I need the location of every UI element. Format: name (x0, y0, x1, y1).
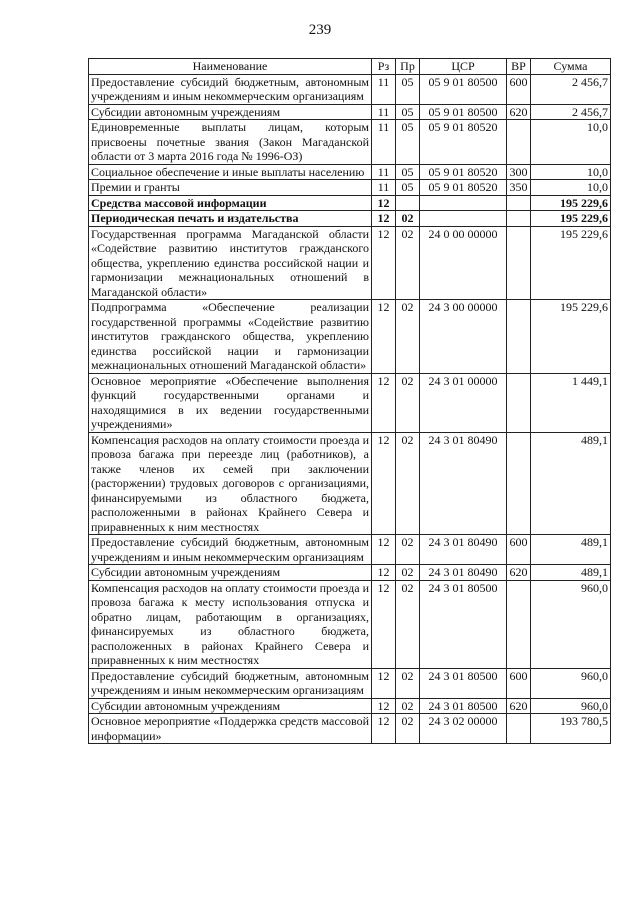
cell-name: Основное мероприятие «Обеспечение выполнения функций государственными органами и находящимися в их ведении государственными учреждениями» (89, 373, 372, 432)
cell-pr: 02 (396, 565, 420, 581)
cell-csr: 24 3 01 00000 (420, 373, 507, 432)
cell-csr: 24 3 01 80500 (420, 580, 507, 668)
cell-name: Государственная программа Магаданской области «Содействие развитию институтов гражданского общества, укреплению единства российской нации и гармонизации межнациональных отношений в Магаданской области» (89, 226, 372, 300)
cell-sum: 10,0 (531, 180, 611, 196)
cell-name: Субсидии автономным учреждениям (89, 565, 372, 581)
cell-sum: 2 456,7 (531, 74, 611, 104)
cell-pr: 05 (396, 74, 420, 104)
cell-csr: 24 3 01 80500 (420, 698, 507, 714)
cell-sum: 960,0 (531, 580, 611, 668)
cell-name: Основное мероприятие «Поддержка средств массовой информации» (89, 714, 372, 744)
cell-vr: 600 (507, 535, 531, 565)
cell-rz: 11 (372, 180, 396, 196)
cell-vr: 620 (507, 104, 531, 120)
cell-rz: 12 (372, 211, 396, 227)
table-row (89, 164, 611, 180)
cell-csr (420, 195, 507, 211)
table-row (89, 74, 611, 104)
cell-sum: 2 456,7 (531, 104, 611, 120)
table-row (89, 373, 611, 432)
cell-csr: 24 3 01 80490 (420, 565, 507, 581)
cell-name: Предоставление субсидий бюджетным, автономным учреждениям и иным некоммерческим организациям (89, 668, 372, 698)
header-csr: ЦСР (420, 59, 507, 75)
cell-rz: 12 (372, 714, 396, 744)
cell-rz: 12 (372, 432, 396, 535)
cell-pr: 02 (396, 432, 420, 535)
cell-vr: 600 (507, 668, 531, 698)
table-row (89, 211, 611, 227)
cell-csr: 24 3 01 80490 (420, 535, 507, 565)
cell-sum: 489,1 (531, 535, 611, 565)
cell-pr: 02 (396, 373, 420, 432)
cell-name: Компенсация расходов на оплату стоимости проезда и провоза багажа при переезде лиц (работников), а также членов их семей при заключении (расторжении) трудовых договоров с организациями, финансируемыми из областного бюджета, расположенными в районах Крайнего Севера и приравненных к ним местностях (89, 432, 372, 535)
header-pr: Пр (396, 59, 420, 75)
cell-csr: 05 9 01 80520 (420, 164, 507, 180)
table-row (89, 104, 611, 120)
table-row (89, 180, 611, 196)
table-row (89, 580, 611, 668)
header-rz: Рз (372, 59, 396, 75)
cell-sum: 489,1 (531, 432, 611, 535)
cell-name: Премии и гранты (89, 180, 372, 196)
cell-vr: 620 (507, 698, 531, 714)
page-number: 239 (308, 22, 332, 38)
cell-name: Предоставление субсидий бюджетным, автономным учреждениям и иным некоммерческим организациям (89, 74, 372, 104)
cell-csr: 24 3 01 80500 (420, 668, 507, 698)
cell-sum: 195 229,6 (531, 211, 611, 227)
cell-sum: 195 229,6 (531, 226, 611, 300)
cell-pr (396, 195, 420, 211)
cell-csr: 24 0 00 00000 (420, 226, 507, 300)
cell-sum: 960,0 (531, 698, 611, 714)
cell-csr: 05 9 01 80500 (420, 74, 507, 104)
cell-csr: 24 3 02 00000 (420, 714, 507, 744)
cell-vr: 620 (507, 565, 531, 581)
cell-sum: 195 229,6 (531, 195, 611, 211)
table-row (89, 300, 611, 374)
budget-table (88, 58, 611, 744)
cell-pr: 02 (396, 698, 420, 714)
cell-pr: 02 (396, 300, 420, 374)
cell-csr: 05 9 01 80520 (420, 120, 507, 165)
table-header-row (89, 59, 611, 75)
cell-rz: 12 (372, 195, 396, 211)
cell-vr (507, 195, 531, 211)
cell-rz: 12 (372, 535, 396, 565)
cell-vr (507, 120, 531, 165)
cell-name: Социальное обеспечение и иные выплаты населению (89, 164, 372, 180)
cell-rz: 12 (372, 668, 396, 698)
cell-csr: 05 9 01 80500 (420, 104, 507, 120)
table-row (89, 226, 611, 300)
cell-rz: 11 (372, 104, 396, 120)
cell-pr: 02 (396, 226, 420, 300)
cell-pr: 02 (396, 668, 420, 698)
cell-vr (507, 373, 531, 432)
cell-csr: 05 9 01 80520 (420, 180, 507, 196)
table-row (89, 120, 611, 165)
cell-rz: 12 (372, 373, 396, 432)
cell-sum: 10,0 (531, 164, 611, 180)
cell-name: Подпрограмма «Обеспечение реализации государственной программы «Содействие развитию институтов гражданского общества, укреплению единства российской нации и гармонизации межнациональных отношений Магаданской области» (89, 300, 372, 374)
cell-sum: 10,0 (531, 120, 611, 165)
cell-sum: 193 780,5 (531, 714, 611, 744)
cell-rz: 11 (372, 120, 396, 165)
table-row (89, 432, 611, 535)
cell-vr (507, 580, 531, 668)
cell-name: Периодическая печать и издательства (89, 211, 372, 227)
cell-pr: 05 (396, 164, 420, 180)
cell-rz: 12 (372, 580, 396, 668)
table-row (89, 565, 611, 581)
cell-name: Субсидии автономным учреждениям (89, 698, 372, 714)
table-row (89, 714, 611, 744)
cell-pr: 05 (396, 104, 420, 120)
table-row (89, 698, 611, 714)
header-sum: Сумма (531, 59, 611, 75)
cell-vr (507, 300, 531, 374)
cell-rz: 12 (372, 300, 396, 374)
cell-sum: 489,1 (531, 565, 611, 581)
cell-vr (507, 714, 531, 744)
cell-csr (420, 211, 507, 227)
header-vr: ВР (507, 59, 531, 75)
cell-rz: 12 (372, 698, 396, 714)
cell-name: Субсидии автономным учреждениям (89, 104, 372, 120)
cell-rz: 12 (372, 226, 396, 300)
cell-vr: 600 (507, 74, 531, 104)
table-row (89, 195, 611, 211)
cell-sum: 960,0 (531, 668, 611, 698)
cell-rz: 11 (372, 164, 396, 180)
cell-pr: 05 (396, 120, 420, 165)
cell-vr (507, 432, 531, 535)
cell-vr: 350 (507, 180, 531, 196)
cell-vr (507, 226, 531, 300)
table-row (89, 535, 611, 565)
cell-pr: 05 (396, 180, 420, 196)
cell-pr: 02 (396, 211, 420, 227)
cell-name: Средства массовой информации (89, 195, 372, 211)
table-row (89, 668, 611, 698)
cell-csr: 24 3 01 80490 (420, 432, 507, 535)
cell-csr: 24 3 00 00000 (420, 300, 507, 374)
header-name: Наименование (89, 59, 372, 75)
cell-pr: 02 (396, 580, 420, 668)
cell-name: Компенсация расходов на оплату стоимости проезда и провоза багажа к месту использования отпуска и обратно лицам, работающим в организациях, финансируемых из областного бюджета, расположенных в районах Крайнего Севера и приравненных к ним местностях (89, 580, 372, 668)
cell-vr: 300 (507, 164, 531, 180)
cell-rz: 11 (372, 74, 396, 104)
cell-rz: 12 (372, 565, 396, 581)
cell-pr: 02 (396, 714, 420, 744)
cell-sum: 195 229,6 (531, 300, 611, 374)
cell-sum: 1 449,1 (531, 373, 611, 432)
cell-name: Предоставление субсидий бюджетным, автономным учреждениям и иным некоммерческим организациям (89, 535, 372, 565)
cell-pr: 02 (396, 535, 420, 565)
cell-name: Единовременные выплаты лицам, которым присвоены почетные звания (Закон Магаданской области от 3 марта 2016 года № 1996-ОЗ) (89, 120, 372, 165)
cell-vr (507, 211, 531, 227)
